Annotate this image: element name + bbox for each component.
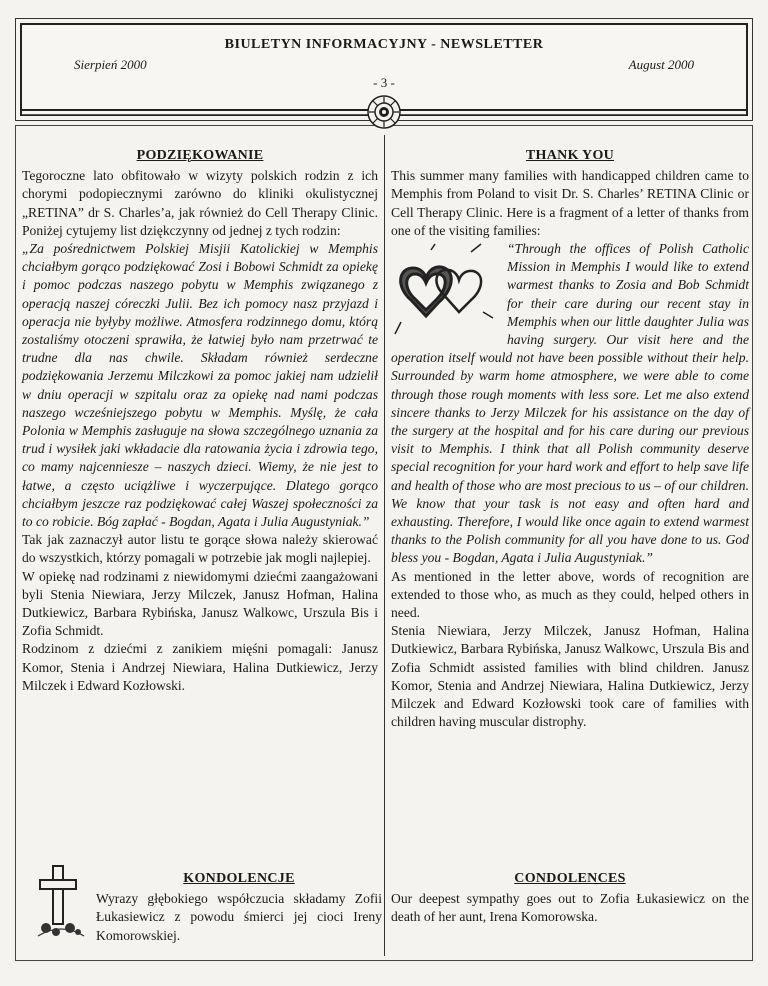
condolences-text: Our deepest sympathy goes out to Zofia Łukasiewicz on the death of her aunt, Irena Komorowska. xyxy=(391,891,749,925)
condolences-section xyxy=(391,870,749,956)
kondolencje-section xyxy=(32,870,382,956)
page-number: - 3 - xyxy=(373,75,395,90)
en-paragraph-2: As mentioned in the letter above, words of recognition are extended to those who, as much as they could, helped others in need. xyxy=(391,568,749,621)
header-rule xyxy=(22,100,746,120)
kondolencje-text: Wyrazy głębokiego współczucia składamy Zofii Łukasiewicz z powodu śmierci jej cioci Ireny Komorowskiej. xyxy=(96,891,382,943)
date-polish: Sierpień 2000 xyxy=(74,57,147,72)
en-letter-quote: “Through the offices of Polish Catholic Mission in Memphis I would like to extend warmest thanks to Zosia and Bob Schmidt for their care during our recent stay in Memphis when our little daughter Julia was having surgery. Our visit here and the operation itself would not have been possible without their help. Surrounded by warm home atmosphere, we were able to come through those rough moments with less sore. Let me also extend sincere thanks to Jerzy Milczek for his assistance on the day of the surgery at the hospital and for his care during our previous visit to Memphis. I think that all Polish community deserve special recognition for your hard work and effort to help save life and health of those who are most precious to us – of our children. We know that your task is not easy and often hard and exhausting. Therefore, I would like once again to extend warmest thanks to the Polish community for all you have done to us. God bless you - Bogdan, Agata i Julia Augustyniak.” xyxy=(391,241,749,566)
english-column xyxy=(391,135,749,956)
pl-paragraph-4: Rodzinom z dziećmi z zanikiem mięśni pomagali: Janusz Komor, Stenia i Andrzej Niewiara, Halina Dutkiewicz, Jerzy Milczek i Edward Kozłowski. xyxy=(22,641,378,693)
heading-thank-you: THANK YOU xyxy=(525,148,615,163)
polish-column xyxy=(22,135,378,956)
en-intro-paragraph: This summer many families with handicapped children came to Memphis from Poland to visit Dr. S. Charles’ RETINA Clinic or Cell Therapy Clinic. Here is a fragment of a letter of thanks from one of the visiting families: xyxy=(391,168,749,238)
sunburst-medallion-icon xyxy=(367,95,401,129)
pl-paragraph-3: W opiekę nad rodzinami z niewidomymi dziećmi zaangażowani byli Stenia Niewiara, Jerzy Milczek, Janusz Hofman, Halina Dutkiewicz, Barbara Rybińska, Janusz Walkowc, Urszula Bis i Zofia Schmidt. xyxy=(22,568,378,639)
pl-letter-quote: „Za pośrednictwem Polskiej Misjii Katolickiej w Memphis chciałbym gorąco podziękować Zosi i Bobowi Schmidt za opiekę i pomoc podczas naszego pobytu w Memphis związanego z operacją naszej córeczki Julii. Bez ich pomocy nasz przyjazd i operacja nie byłyby możliwe. Atmosfera rodzinnego domu, którą zostaliśmy otoczeni sprawiła, że łatwiej było nam przetrwać te trudne dla nas chwile. Składam również serdeczne podziękowania Jerzemu Milczkowi za pomoc jakiej nam udzielił w dniu operacji w szpitalu oraz za opiekę nad nami podczas naszego wcześniejszego pobytu w Memphis. Myślę, że cała Polonia w Memphis zasługuje na słowa szczególnego uznania za trud i wysiłek jaki wkładacie dla ratowania życia i zdrowia tego, co mamy najcenniesze – naszych dzieci. Wiemy, że nie jest to łatwe, a często uciążliwe i wyczerpujące. Dlatego gorąco chciałbym jeszcze raz podziękować całej Waszej społeczności za to co robicie. Bóg zapłać - Bogdan, Agata i Julia Augustyniak.” xyxy=(22,241,378,530)
heading-kondolencje: KONDOLENCJE xyxy=(183,871,295,886)
pl-intro-paragraph: Tegoroczne lato obfitowało w wizyty polskich rodzin z ich chorymi podopiecznymi zarówno do kliniki okulistycznej „RETINA” dr S. Charles’a, jak również do Cell Therapy Clinic. Poniżej cytujemy list dziękczynny od jednej z tych rodzin: xyxy=(22,168,378,238)
cross-with-flowers-icon xyxy=(36,862,86,940)
heading-condolences: CONDOLENCES xyxy=(514,871,626,886)
column-divider xyxy=(384,135,385,956)
hearts-clipart-icon xyxy=(391,242,501,346)
pl-paragraph-2: Tak jak zaznaczył autor listu te gorące słowa należy skierować do wszystkich, którzy pomagali w potrzebie jak mogli najlepiej. xyxy=(22,532,378,566)
date-english: August 2000 xyxy=(628,57,694,72)
heading-podziekowanie: PODZIĘKOWANIE xyxy=(136,148,264,163)
en-paragraph-3: Stenia Niewiara, Jerzy Milczek, Janusz Hofman, Halina Dutkiewicz, Barbara Rybińska, Janusz Walkowc, Urszula Bis and Zofia Schmidt assisted families with blind children. Janusz Komor, Stenia and Andrzej Niewiara, Halina Dutkiewicz, Jerzy Milczek and Edward Kozłowski took care of families with children having muscular distrophy. xyxy=(391,623,749,730)
newsletter-title: BIULETYN INFORMACYJNY - NEWSLETTER xyxy=(224,37,544,52)
